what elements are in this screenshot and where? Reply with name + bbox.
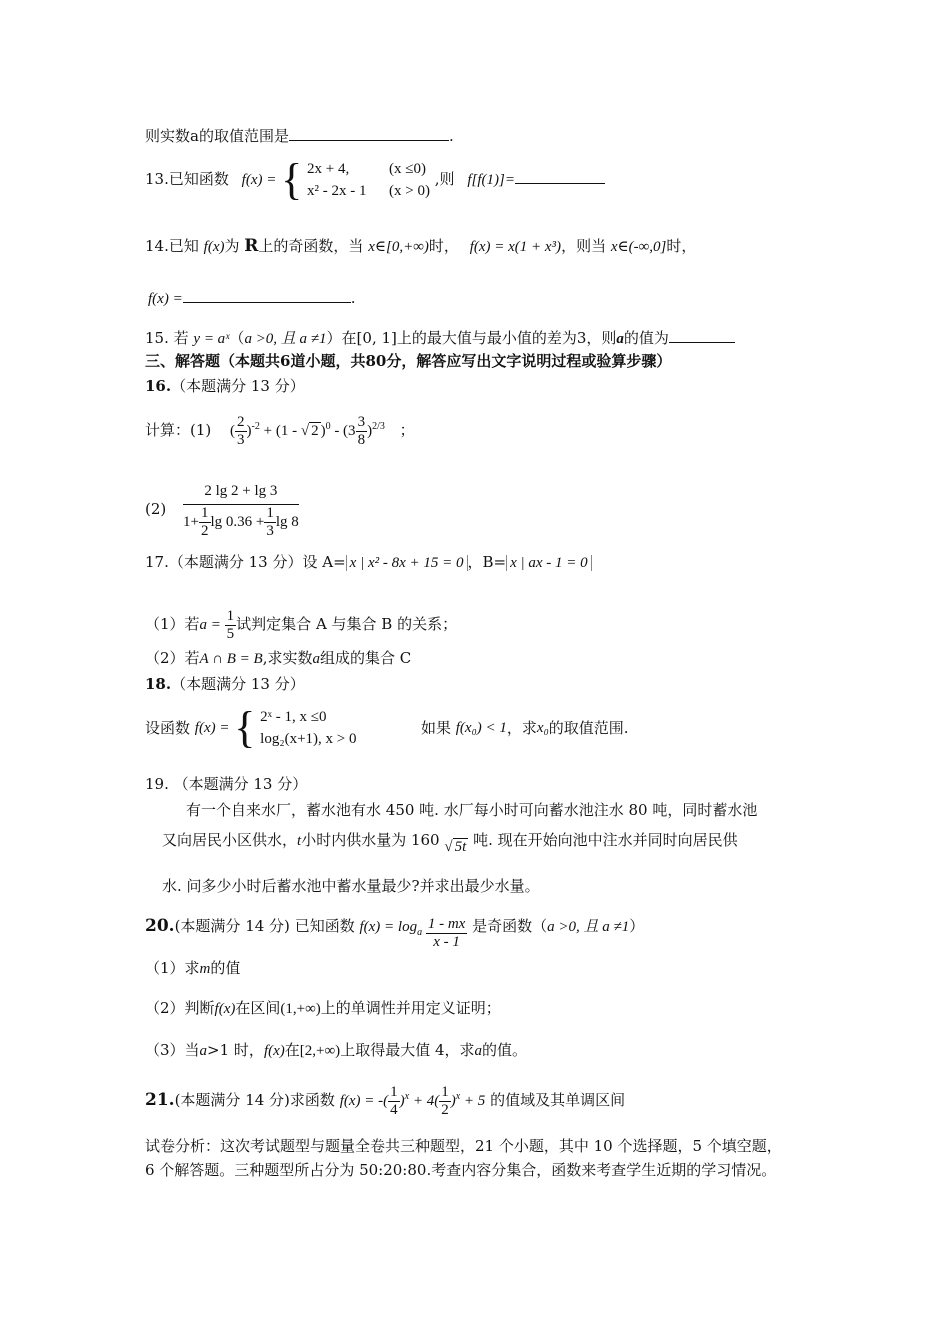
q20-var-a: a: [474, 1043, 482, 1059]
q12-tail: 则实数a的取值范围是 .: [145, 127, 454, 145]
q20-text: 的值: [210, 959, 241, 977]
q14-text: 时，: [428, 237, 459, 255]
q20-interval: [2,+∞): [299, 1043, 341, 1059]
analysis-line2: 6 个解答题。三种题型所占分为 50:20:80.考查内容分集合，函数来考查学生近期的学习情况。: [145, 1161, 777, 1179]
q13-fx: f(x) =: [241, 172, 277, 188]
q13-text: 已知函数: [168, 170, 229, 188]
q18-brace: {: [234, 703, 256, 752]
q15-text: ）在[0, 1]上的最大值与最小值的差为3，则: [326, 329, 617, 347]
q15-text: 15. 若: [145, 329, 189, 347]
q16-calc-label: 计算：(1): [145, 420, 212, 439]
q20-condition: a >0, 且 a ≠1: [547, 919, 630, 935]
q17-sub2-expr: A ∩ B = B: [199, 651, 263, 667]
q14-domain2: x∈(-∞,0]: [610, 239, 667, 255]
q20-text: 已知函数: [294, 917, 355, 935]
q17-sub1-expr: a = $\frac{1}{5}$: [199, 608, 235, 642]
q16-part2-label: (2): [145, 500, 167, 518]
q20-fx: f(x): [214, 1001, 236, 1017]
q14-expression: f(x) = x(1 + x³): [469, 239, 562, 255]
q20-sub2-label: （2）判断: [145, 999, 215, 1017]
q18-case1: 2ˣ - 1, x ≤0: [260, 709, 327, 725]
q17-var: a: [312, 651, 320, 667]
question-14: [145, 236, 696, 257]
q13-number: 13.: [145, 170, 169, 188]
q18-text: 的取值范围.: [548, 719, 629, 737]
q20-text: 在区间: [235, 999, 281, 1017]
q13-cases: [307, 158, 430, 202]
question-13: [145, 155, 605, 204]
q18-case2: log₂(x+1), x > 0: [260, 731, 357, 747]
q19-sqrt: √ 5t: [444, 839, 467, 855]
analysis-line1: 试卷分析：这次考试题型与题量全卷共三种题型，21 个小题，其中 10 个选择题，5 个填空题，: [145, 1137, 782, 1155]
q13-case2-cond: (x > 0): [389, 183, 430, 199]
q21-score: (本题满分 14 分): [174, 1090, 290, 1109]
q15-expression: y = aˣ: [193, 331, 230, 347]
question-15: [145, 328, 735, 349]
q16-part2: [145, 478, 299, 540]
q21-expression: f(x) = -( $\frac{1}{4}$ )$^x$ + 4( $\frac{1}{2}$ )$^x$ + 5: [339, 1084, 486, 1118]
q18-heading: [145, 674, 305, 694]
q17-heading: [145, 552, 592, 573]
q18-number: 18.: [145, 675, 172, 693]
q20-sub3: [145, 1040, 527, 1061]
answer-blank: [289, 126, 449, 141]
q15-text: 的值为: [623, 329, 669, 347]
q14-text: 上的奇函数，当: [258, 237, 364, 255]
q20-sub1: [145, 958, 240, 979]
q18-text: 如果: [420, 719, 451, 737]
q16-part1: [145, 414, 415, 449]
q18-text: ，求: [506, 719, 537, 737]
q15-text: （: [229, 329, 245, 347]
q14-text: 时，: [666, 237, 697, 255]
q13-ask: f[f(1)]=: [467, 172, 515, 188]
q14-end: .: [350, 289, 356, 307]
q15-condition: a >0, 且 a ≠1: [244, 331, 327, 347]
q21-text: 求函数: [289, 1090, 335, 1109]
q16-score: （本题满分 13 分）: [171, 377, 305, 395]
q16-number: 16.: [145, 377, 172, 395]
q13-case1: 2x + 4,: [307, 161, 350, 177]
answer-blank: [183, 288, 351, 303]
q13-case1-cond: (x ≤0): [389, 161, 427, 177]
q18-text: 设函数: [145, 719, 191, 737]
q19-var-t: t: [297, 833, 302, 849]
q17-head: 17.（本题满分 13 分）设 A=: [145, 553, 346, 571]
q14-answer-line: [148, 288, 355, 309]
q20-text: 是奇函数（: [472, 917, 548, 935]
q19-line2: [162, 830, 738, 855]
q20-sub2: [145, 998, 501, 1019]
q17-sub2: [145, 648, 411, 669]
q20-number: 20.: [145, 916, 175, 936]
q20-text: 在: [284, 1041, 300, 1059]
q17-text: ,求实数: [262, 649, 313, 667]
q17-sub1: [145, 608, 457, 643]
q18-cases: [260, 706, 400, 750]
section-3-heading: 三、解答题（本题共6道小题，共80分，解答应写出文字说明过程或验算步骤）: [145, 352, 672, 370]
q14-domain1: x∈[0,+∞): [368, 239, 429, 255]
q19-heading: 19. （本题满分 13 分）: [145, 775, 308, 793]
q19-sqrt-arg: 5t: [454, 839, 467, 855]
q17-sub1-text: 试判定集合 A 与集合 B 的关系；: [236, 614, 458, 633]
q20-var-a: a: [199, 1043, 208, 1059]
q16-semicolon: ；: [399, 420, 415, 439]
q20-sub1-label: （1）求: [145, 959, 200, 977]
q18-condition: f(x₀) < 1: [455, 720, 507, 736]
q15-var: a: [616, 331, 624, 347]
q18-fx: f(x) =: [194, 720, 230, 736]
q14-text: ，则当: [561, 237, 607, 255]
q18-score: （本题满分 13 分）: [171, 675, 305, 693]
q16-fraction: 2 lg 2 + lg 3 1+ $\frac{1}{2}$ lg 0.36 + $\frac{1}{3}$ lg 8: [183, 478, 299, 540]
q20-expression: $f(x) = \log_a$ $\frac{1 - mx}{x - 1}$: [359, 916, 466, 950]
q19-text: 又向居民小区供水，: [162, 831, 298, 849]
q13-brace: {: [281, 155, 303, 204]
q19-text: 小时内供水量为 160: [301, 831, 440, 849]
q21-number: 21.: [145, 1089, 175, 1110]
q19-text: 吨. 现在开始向池中注水并同时向居民供: [473, 831, 738, 849]
q20-text: >1 时，: [207, 1041, 264, 1059]
q17-sub2-label: （2）若: [145, 649, 200, 667]
q14-text: 为: [224, 237, 240, 255]
q20-var-m: m: [199, 961, 211, 977]
q20-fx: f(x): [263, 1043, 285, 1059]
q14-number: 14.: [145, 237, 169, 255]
answer-blank: [669, 328, 735, 343]
q17-set-a: x | x² - 8x + 15 = 0: [346, 555, 468, 571]
q20-heading: [145, 916, 645, 950]
q20-sub3-label: （3）当: [145, 1041, 200, 1059]
q14-answer-label: f(x) =: [148, 291, 183, 307]
q16-expr1: ( $\frac{2}{3}$ )$^{-2}$ + (1 - √ 2 )$^0$ - (3 $\frac{3}{8}$ )$^{2/3}$: [230, 414, 385, 448]
q17-text: ，B=: [467, 553, 507, 571]
q20-text: 的值。: [482, 1041, 528, 1059]
q17-sub1-label: （1）若: [145, 614, 200, 633]
q17-text: 组成的集合 C: [320, 649, 412, 667]
q12-text: 则实数a的取值范围是: [145, 127, 289, 145]
q13-case2: x² - 2x - 1: [307, 183, 367, 199]
q16-heading: [145, 376, 305, 396]
q14-fx: f(x): [203, 239, 225, 255]
question-21: [145, 1084, 625, 1119]
q14-text: 已知: [168, 237, 199, 255]
q20-text: 上取得最大值 4，求: [340, 1041, 475, 1059]
q18-var: x₀: [536, 720, 549, 736]
q18-body: [145, 703, 629, 752]
q20-text: 上的单调性并用定义证明；: [320, 999, 501, 1017]
q21-text: 的值域及其单调区间: [490, 1090, 626, 1109]
q19-line3: 水. 问多少小时后蓄水池中蓄水量最少?并求出最少水量。: [162, 877, 540, 895]
answer-blank: [515, 169, 605, 184]
q14-real-set: R: [244, 236, 259, 256]
q19-line1: 有一个自来水厂，蓄水池有水 450 吨. 水厂每小时可向蓄水池注水 80 吨，同时蓄水池: [186, 801, 758, 819]
q20-text: ）: [629, 917, 645, 935]
q20-score: (本题满分 14 分): [174, 917, 290, 935]
q17-set-b: x | ax - 1 = 0: [506, 555, 592, 571]
q13-then: ,则: [434, 170, 455, 188]
q20-interval: (1,+∞): [280, 1001, 321, 1017]
